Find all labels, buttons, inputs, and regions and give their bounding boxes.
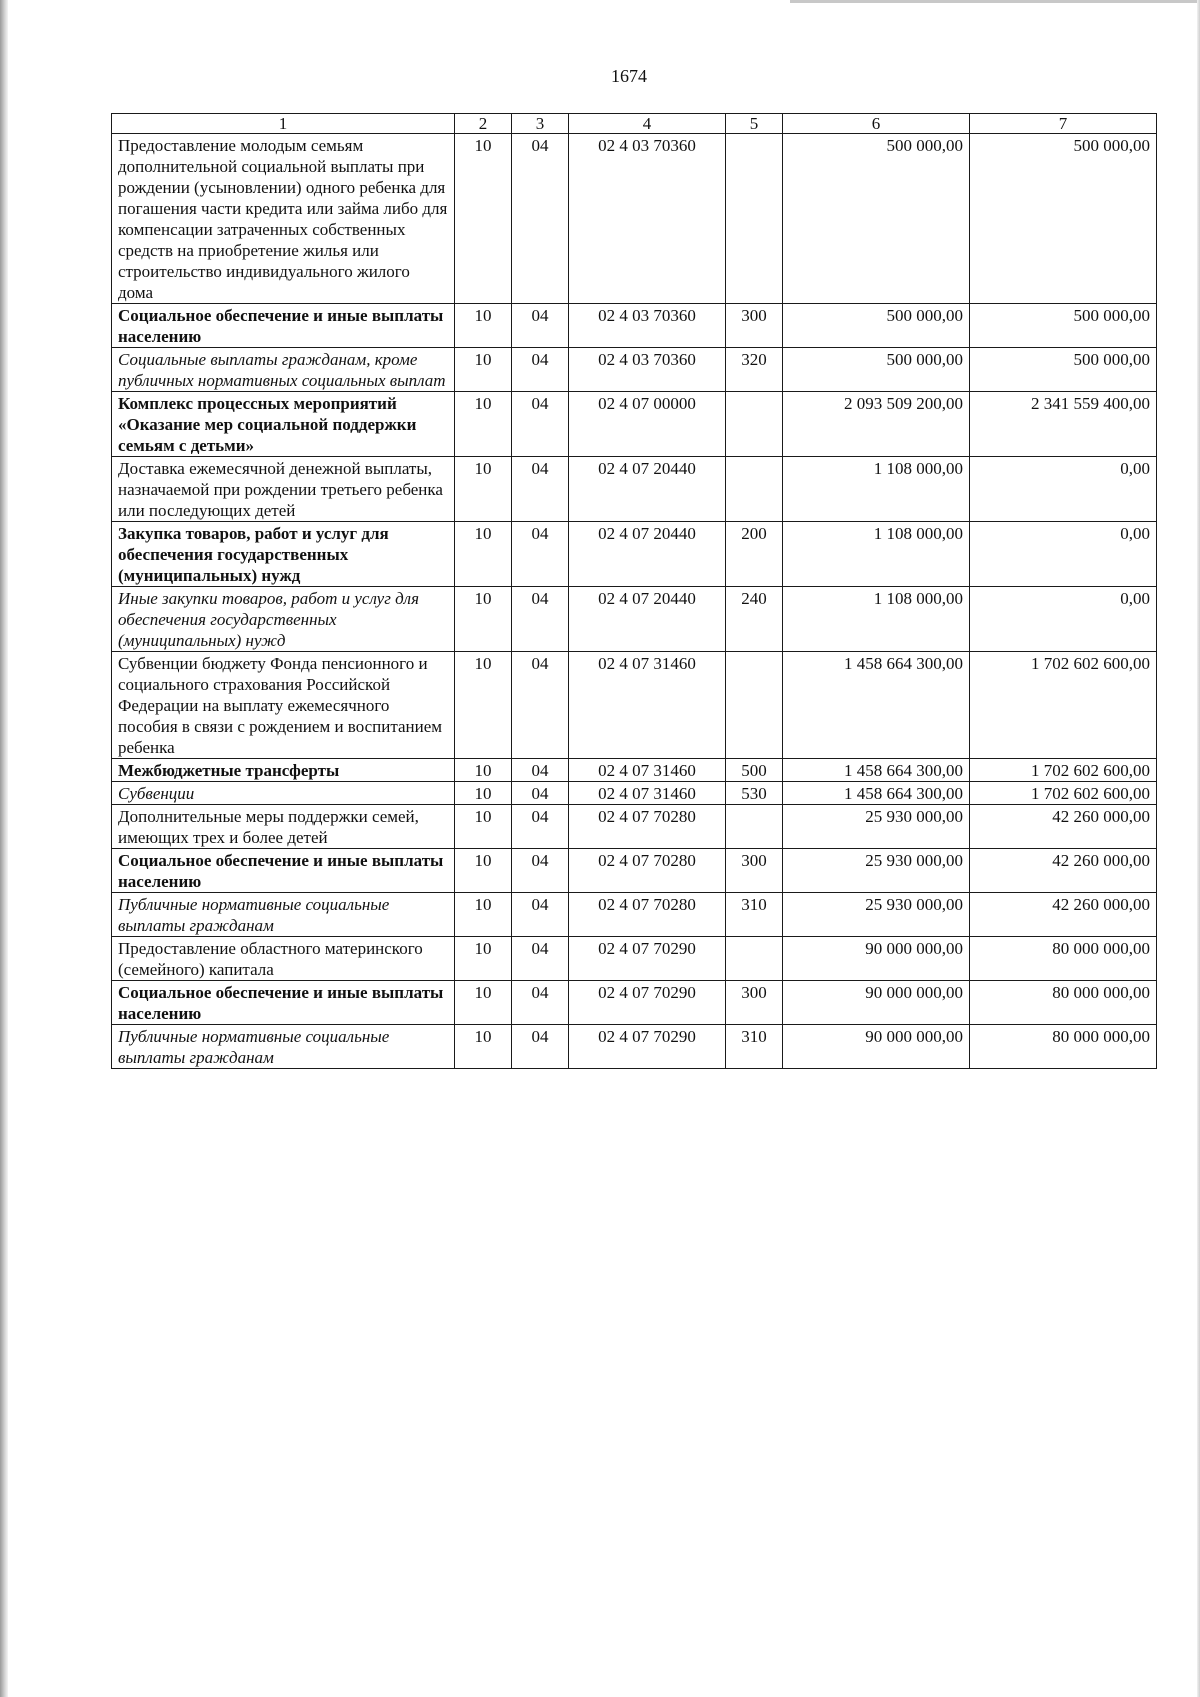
cell-amount-year1: 90 000 000,00 bbox=[783, 937, 970, 981]
cell-expense-type bbox=[726, 652, 783, 759]
cell-expense-type: 200 bbox=[726, 522, 783, 587]
cell-amount-year1: 2 093 509 200,00 bbox=[783, 392, 970, 457]
cell-amount-year2: 80 000 000,00 bbox=[970, 981, 1157, 1025]
cell-amount-year2: 42 260 000,00 bbox=[970, 805, 1157, 849]
cell-expense-type: 310 bbox=[726, 893, 783, 937]
cell-subsection: 04 bbox=[512, 937, 569, 981]
cell-subsection: 04 bbox=[512, 782, 569, 805]
cell-section: 10 bbox=[455, 893, 512, 937]
cell-amount-year2: 42 260 000,00 bbox=[970, 849, 1157, 893]
cell-name: Субвенции bbox=[112, 782, 455, 805]
cell-expense-type: 300 bbox=[726, 849, 783, 893]
cell-section: 10 bbox=[455, 457, 512, 522]
cell-amount-year2: 500 000,00 bbox=[970, 348, 1157, 392]
cell-subsection: 04 bbox=[512, 981, 569, 1025]
cell-expense-type: 300 bbox=[726, 981, 783, 1025]
cell-expense-type: 530 bbox=[726, 782, 783, 805]
cell-expense-type: 310 bbox=[726, 1025, 783, 1069]
cell-amount-year1: 90 000 000,00 bbox=[783, 981, 970, 1025]
cell-section: 10 bbox=[455, 587, 512, 652]
table-row bbox=[112, 522, 1157, 587]
cell-amount-year2: 2 341 559 400,00 bbox=[970, 392, 1157, 457]
cell-section: 10 bbox=[455, 981, 512, 1025]
cell-amount-year2: 1 702 602 600,00 bbox=[970, 652, 1157, 759]
cell-name: Предоставление областного материнского (семейного) капитала bbox=[112, 937, 455, 981]
cell-section: 10 bbox=[455, 392, 512, 457]
cell-amount-year2: 0,00 bbox=[970, 587, 1157, 652]
cell-target-code: 02 4 07 20440 bbox=[569, 522, 726, 587]
cell-section: 10 bbox=[455, 759, 512, 782]
cell-amount-year2: 80 000 000,00 bbox=[970, 937, 1157, 981]
cell-name: Социальное обеспечение и иные выплаты населению bbox=[112, 849, 455, 893]
cell-target-code: 02 4 07 20440 bbox=[569, 587, 726, 652]
table-row bbox=[112, 652, 1157, 759]
cell-subsection: 04 bbox=[512, 392, 569, 457]
cell-subsection: 04 bbox=[512, 1025, 569, 1069]
cell-amount-year1: 1 458 664 300,00 bbox=[783, 782, 970, 805]
cell-section: 10 bbox=[455, 1025, 512, 1069]
header-col-1: 1 bbox=[112, 114, 455, 134]
table-row bbox=[112, 134, 1157, 304]
cell-expense-type bbox=[726, 134, 783, 304]
cell-section: 10 bbox=[455, 937, 512, 981]
cell-name: Публичные нормативные социальные выплаты гражданам bbox=[112, 1025, 455, 1069]
cell-amount-year2: 1 702 602 600,00 bbox=[970, 782, 1157, 805]
cell-target-code: 02 4 07 31460 bbox=[569, 759, 726, 782]
cell-target-code: 02 4 03 70360 bbox=[569, 304, 726, 348]
cell-subsection: 04 bbox=[512, 522, 569, 587]
cell-expense-type bbox=[726, 457, 783, 522]
cell-target-code: 02 4 07 70290 bbox=[569, 981, 726, 1025]
header-col-6: 6 bbox=[783, 114, 970, 134]
cell-amount-year1: 1 458 664 300,00 bbox=[783, 759, 970, 782]
cell-target-code: 02 4 07 00000 bbox=[569, 392, 726, 457]
header-col-5: 5 bbox=[726, 114, 783, 134]
cell-target-code: 02 4 07 70280 bbox=[569, 893, 726, 937]
table-row bbox=[112, 893, 1157, 937]
cell-target-code: 02 4 07 20440 bbox=[569, 457, 726, 522]
cell-target-code: 02 4 07 70280 bbox=[569, 849, 726, 893]
cell-name: Межбюджетные трансферты bbox=[112, 759, 455, 782]
cell-expense-type: 500 bbox=[726, 759, 783, 782]
cell-subsection: 04 bbox=[512, 759, 569, 782]
scan-edge-left bbox=[0, 0, 8, 1697]
scan-edge-top bbox=[790, 0, 1200, 3]
cell-amount-year1: 1 108 000,00 bbox=[783, 587, 970, 652]
table-row bbox=[112, 782, 1157, 805]
cell-amount-year2: 42 260 000,00 bbox=[970, 893, 1157, 937]
cell-expense-type bbox=[726, 805, 783, 849]
cell-amount-year1: 25 930 000,00 bbox=[783, 893, 970, 937]
cell-subsection: 04 bbox=[512, 805, 569, 849]
cell-target-code: 02 4 07 70290 bbox=[569, 937, 726, 981]
cell-amount-year2: 0,00 bbox=[970, 457, 1157, 522]
cell-target-code: 02 4 03 70360 bbox=[569, 348, 726, 392]
cell-name: Публичные нормативные социальные выплаты гражданам bbox=[112, 893, 455, 937]
cell-name: Социальное обеспечение и иные выплаты населению bbox=[112, 304, 455, 348]
cell-amount-year1: 1 108 000,00 bbox=[783, 457, 970, 522]
cell-section: 10 bbox=[455, 304, 512, 348]
cell-amount-year1: 1 458 664 300,00 bbox=[783, 652, 970, 759]
cell-subsection: 04 bbox=[512, 587, 569, 652]
cell-name: Закупка товаров, работ и услуг для обеспечения государственных (муниципальных) нужд bbox=[112, 522, 455, 587]
cell-amount-year2: 500 000,00 bbox=[970, 304, 1157, 348]
cell-section: 10 bbox=[455, 348, 512, 392]
cell-expense-type: 300 bbox=[726, 304, 783, 348]
budget-table bbox=[111, 113, 1157, 1069]
cell-subsection: 04 bbox=[512, 134, 569, 304]
table-row bbox=[112, 457, 1157, 522]
cell-name: Комплекс процессных мероприятий «Оказание мер социальной поддержки семьям с детьми» bbox=[112, 392, 455, 457]
cell-amount-year2: 500 000,00 bbox=[970, 134, 1157, 304]
cell-subsection: 04 bbox=[512, 457, 569, 522]
cell-subsection: 04 bbox=[512, 893, 569, 937]
cell-amount-year1: 500 000,00 bbox=[783, 304, 970, 348]
cell-section: 10 bbox=[455, 652, 512, 759]
cell-name: Доставка ежемесячной денежной выплаты, назначаемой при рождении третьего ребенка или последующих детей bbox=[112, 457, 455, 522]
cell-amount-year1: 90 000 000,00 bbox=[783, 1025, 970, 1069]
cell-target-code: 02 4 07 70280 bbox=[569, 805, 726, 849]
header-row bbox=[112, 114, 1157, 134]
header-col-2: 2 bbox=[455, 114, 512, 134]
table-row bbox=[112, 759, 1157, 782]
cell-expense-type bbox=[726, 937, 783, 981]
cell-amount-year2: 1 702 602 600,00 bbox=[970, 759, 1157, 782]
cell-amount-year1: 25 930 000,00 bbox=[783, 849, 970, 893]
table-row bbox=[112, 805, 1157, 849]
cell-amount-year1: 25 930 000,00 bbox=[783, 805, 970, 849]
header-col-7: 7 bbox=[970, 114, 1157, 134]
cell-subsection: 04 bbox=[512, 348, 569, 392]
cell-name: Дополнительные меры поддержки семей, имеющих трех и более детей bbox=[112, 805, 455, 849]
table-row bbox=[112, 849, 1157, 893]
cell-subsection: 04 bbox=[512, 849, 569, 893]
cell-name: Субвенции бюджету Фонда пенсионного и социального страхования Российской Федерации на выплату ежемесячного пособия в связи с рождением и воспитанием ребенка bbox=[112, 652, 455, 759]
cell-section: 10 bbox=[455, 782, 512, 805]
cell-amount-year2: 80 000 000,00 bbox=[970, 1025, 1157, 1069]
cell-subsection: 04 bbox=[512, 304, 569, 348]
header-col-3: 3 bbox=[512, 114, 569, 134]
table-row bbox=[112, 1025, 1157, 1069]
header-col-4: 4 bbox=[569, 114, 726, 134]
cell-name: Предоставление молодым семьям дополнительной социальной выплаты при рождении (усыновлении) одного ребенка для погашения части кредита или займа либо для компенсации затраченных собственных средств на приобретение жилья или строительство индивидуального жилого дома bbox=[112, 134, 455, 304]
cell-section: 10 bbox=[455, 522, 512, 587]
cell-expense-type bbox=[726, 392, 783, 457]
cell-amount-year1: 500 000,00 bbox=[783, 348, 970, 392]
cell-name: Иные закупки товаров, работ и услуг для обеспечения государственных (муниципальных) нужд bbox=[112, 587, 455, 652]
table-body bbox=[112, 134, 1157, 1069]
cell-target-code: 02 4 07 31460 bbox=[569, 652, 726, 759]
cell-section: 10 bbox=[455, 805, 512, 849]
table-row bbox=[112, 392, 1157, 457]
cell-target-code: 02 4 03 70360 bbox=[569, 134, 726, 304]
cell-amount-year1: 500 000,00 bbox=[783, 134, 970, 304]
cell-target-code: 02 4 07 70290 bbox=[569, 1025, 726, 1069]
table-row bbox=[112, 981, 1157, 1025]
cell-subsection: 04 bbox=[512, 652, 569, 759]
table-row bbox=[112, 587, 1157, 652]
cell-name: Социальное обеспечение и иные выплаты населению bbox=[112, 981, 455, 1025]
table-row bbox=[112, 937, 1157, 981]
cell-amount-year2: 0,00 bbox=[970, 522, 1157, 587]
table-row bbox=[112, 348, 1157, 392]
table-row bbox=[112, 304, 1157, 348]
cell-amount-year1: 1 108 000,00 bbox=[783, 522, 970, 587]
cell-expense-type: 240 bbox=[726, 587, 783, 652]
cell-section: 10 bbox=[455, 134, 512, 304]
page-number: 1674 bbox=[611, 66, 647, 86]
cell-target-code: 02 4 07 31460 bbox=[569, 782, 726, 805]
cell-section: 10 bbox=[455, 849, 512, 893]
cell-expense-type: 320 bbox=[726, 348, 783, 392]
cell-name: Социальные выплаты гражданам, кроме публичных нормативных социальных выплат bbox=[112, 348, 455, 392]
